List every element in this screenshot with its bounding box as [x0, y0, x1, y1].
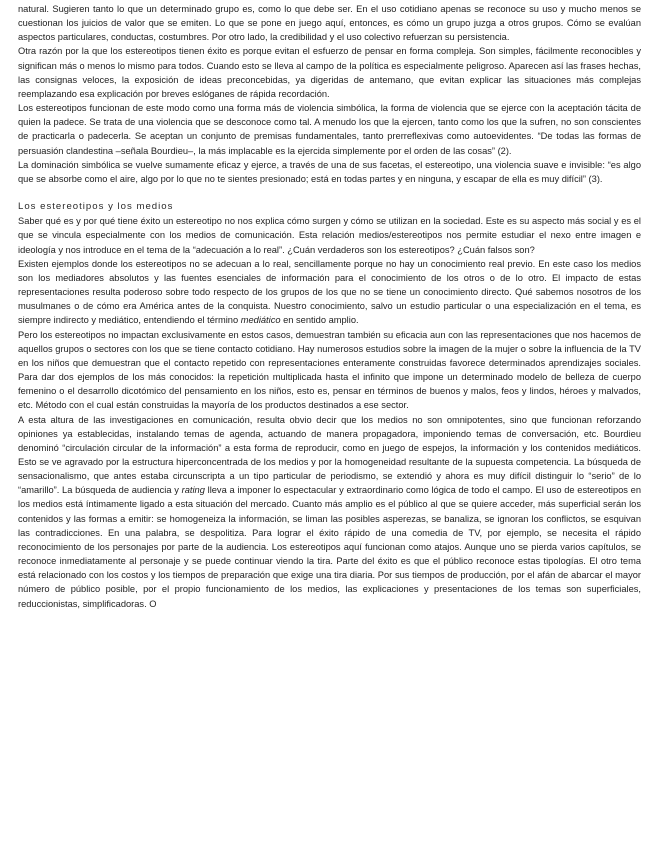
paragraph-violencia-simbolica: Los estereotipos funcionan de este modo como una forma más de violencia simbólica, la forma de violencia que se ejerce con la aceptación tácita de quien la padece. Se trata de una violencia que se desconoce como tal. A menudo los que la ejercen, tanto como los que la sufren, no son conscientes de practicarla o padecerla. Se aceptan un conjunto de premisas fundamentales, tanto prerreflexivas como autoevidentes. “De todas las formas de persuasión clandestina –señala Bourdieu–, la más implacable es la ejercida simplemente por el orden de las cosas” (2). [18, 103, 641, 156]
paragraph-text: A esta altura de las investigaciones en comunicación, resulta obvio decir que los medios no son omnipotentes, sino que funcionan reforzando opiniones ya establecidas, instalando temas de agenda, actuando de manera propagadora, imponiendo temas de conversación, etc. Bourdieu denominó “circulación circular de la información” a esta forma de reproducir, como en juego de espejos, la información y los contenidos mediáticos. Esto se ve agravado por la estructura hiperconcentrada de los medios y por la homogeneidad resultante de la supuesta competencia. La búsqueda de sensacionalismo, que antes estaba circunscripta a un tipo particular de periodismo, se extendió y ahora es muy difícil distinguir lo “serio” de lo “amarillo”. La búsqueda de audiencia y [18, 414, 641, 496]
paragraph-natural: natural. Sugieren tanto lo que un determinado grupo es, como lo que debe ser. En el uso cotidiano apenas se reconoce su uso y mucho menos se cuestionan los juicios de valor que se emiten. Lo que se pone en juego aquí, entonces, es cómo un grupo juzga a otros grupos. Cómo se evalúan aspectos particulares, conductas, costumbres. Por otro lado, la credibilidad y el uso colectivo refuerzan su persistencia. [18, 4, 641, 43]
paragraph-a-esta-altura [18, 413, 641, 611]
section-gap [18, 186, 641, 200]
paragraph-text: en sentido amplio. [280, 315, 359, 326]
paragraph-dominacion-simbolica: La dominación simbólica se vuelve sumamente eficaz y ejerce, a través de una de sus facetas, el estereotipo, una violencia suave e invisible: “es algo que se absorbe como el aire, algo por lo que no te sientes presionado; está en todas partes y en ninguna, y escapar de ella es muy difícil” (3). [18, 159, 641, 184]
paragraph-existen-ejemplos [18, 257, 641, 328]
paragraph-text: Existen ejemplos donde los estereotipos no se adecuan a lo real, sencillamente porque no hay un conocimiento real previo. En este caso los medios son los mediadores absolutos y las fuentes esenciales de información para el conocimiento de los otros o de lo otro. El impacto de estas representaciones resulta poderoso sobre todo respecto de los grupos de los que no se tiene un conocimiento directo. Qué sabemos nosotros de los musulmanes o de cómo era América antes de la conquista. Nuestro conocimiento, salvo un estudio particular o una especialización en el tema, es siempre indirecto y mediático, entendiendo el término [18, 258, 641, 326]
paragraph-pero-los-estereotipos: Pero los estereotipos no impactan exclusivamente en estos casos, demuestran también su eficacia aun con las representaciones que nos hacemos de aquellos grupos o sectores con los que se tiene contacto cotidiano. Hay numerosos estudios sobre la imagen de la mujer o sobre la influencia de la TV en los niños que demuestran que el contacto repetido con representaciones enteramente construidas favorece determinados aprendizajes sociales. Para dar dos ejemplos de los más conocidos: la repetición multiplicada hasta el infinito que impone un determinado modelo de belleza de cuerpo femenino o el desarrollo dicotómico del pensamiento en los niños, esto es, pensar en términos de buenos y malos, feos y lindos, héroes y malvados, etc. Método con el cual están construidas la mayoría de los productos destinados a ese sector. [18, 329, 641, 411]
emphasis-rating: rating [181, 485, 205, 496]
paragraph-text: lleva a imponer lo espectacular y extraordinario como lógica de todo el campo. El uso de estereotipos en los medios está íntimamente ligado a esta situación del mercado. Cuanto más amplio es el público al que se quiere acceder, más superficial serán los contenidos y las formas a emitir: se homogeneiza la información, se liman las posibles asperezas, se banaliza, se ignoran los conflictos, se esquivan las contradicciones. En una palabra, se despolitiza. Para lograr el éxito rápido de una comedia de TV, por ejemplo, se necesita el rápido reconocimiento de los personajes por parte de la audiencia. Los estereotipos aquí funcionan como atajos. Aunque uno se pierda varios capítulos, se reconoce inmediatamente al personaje y se puede continuar viendo la tira. Parte del éxito es que el público reconoce estas tipologías. El otro tema está relacionado con los costos y los tiempos de preparación que exige una tira diaria. Por sus tiempos de producción, por el afán de abarcar el mayor número de público posible, por el propio funcionamiento de los medios, las explicaciones y presentaciones de los temas son superficiales, reduccionistas, simplificadoras. O [18, 485, 641, 609]
emphasis-mediatico: mediático [240, 315, 281, 326]
paragraph-saber-que-es: Saber qué es y por qué tiene éxito un estereotipo no nos explica cómo surgen y cómo se utilizan en la sociedad. Este es su aspecto más social y es el que se vincula especialmente con los medios de comunicación. Esta relación medios/estereotipos nos permite estudiar el nexo entre imagen e ideología y nos introduce en el tema de la “adecuación a lo real”. ¿Cuán verdaderos son los estereotipos? ¿Cuán falsos son? [18, 216, 641, 255]
paragraph-otra-razon: Otra razón por la que los estereotipos tienen éxito es porque evitan el esfuerzo de pensar en forma compleja. Son simples, fácilmente reconocibles y significan más o menos lo mismo para todos. Cuando esto se lleva al campo de la política es especialmente peligroso. Aparecen así las frases hechas, las consignas veloces, la exposición de ideas preconcebidas, ya digeridas de antemano, que evitan explicar las situaciones más complejas reemplazando esa explicación por breves eslóganes de rápida recordación. [18, 46, 641, 99]
section-heading: Los estereotipos y los medios [18, 201, 174, 213]
